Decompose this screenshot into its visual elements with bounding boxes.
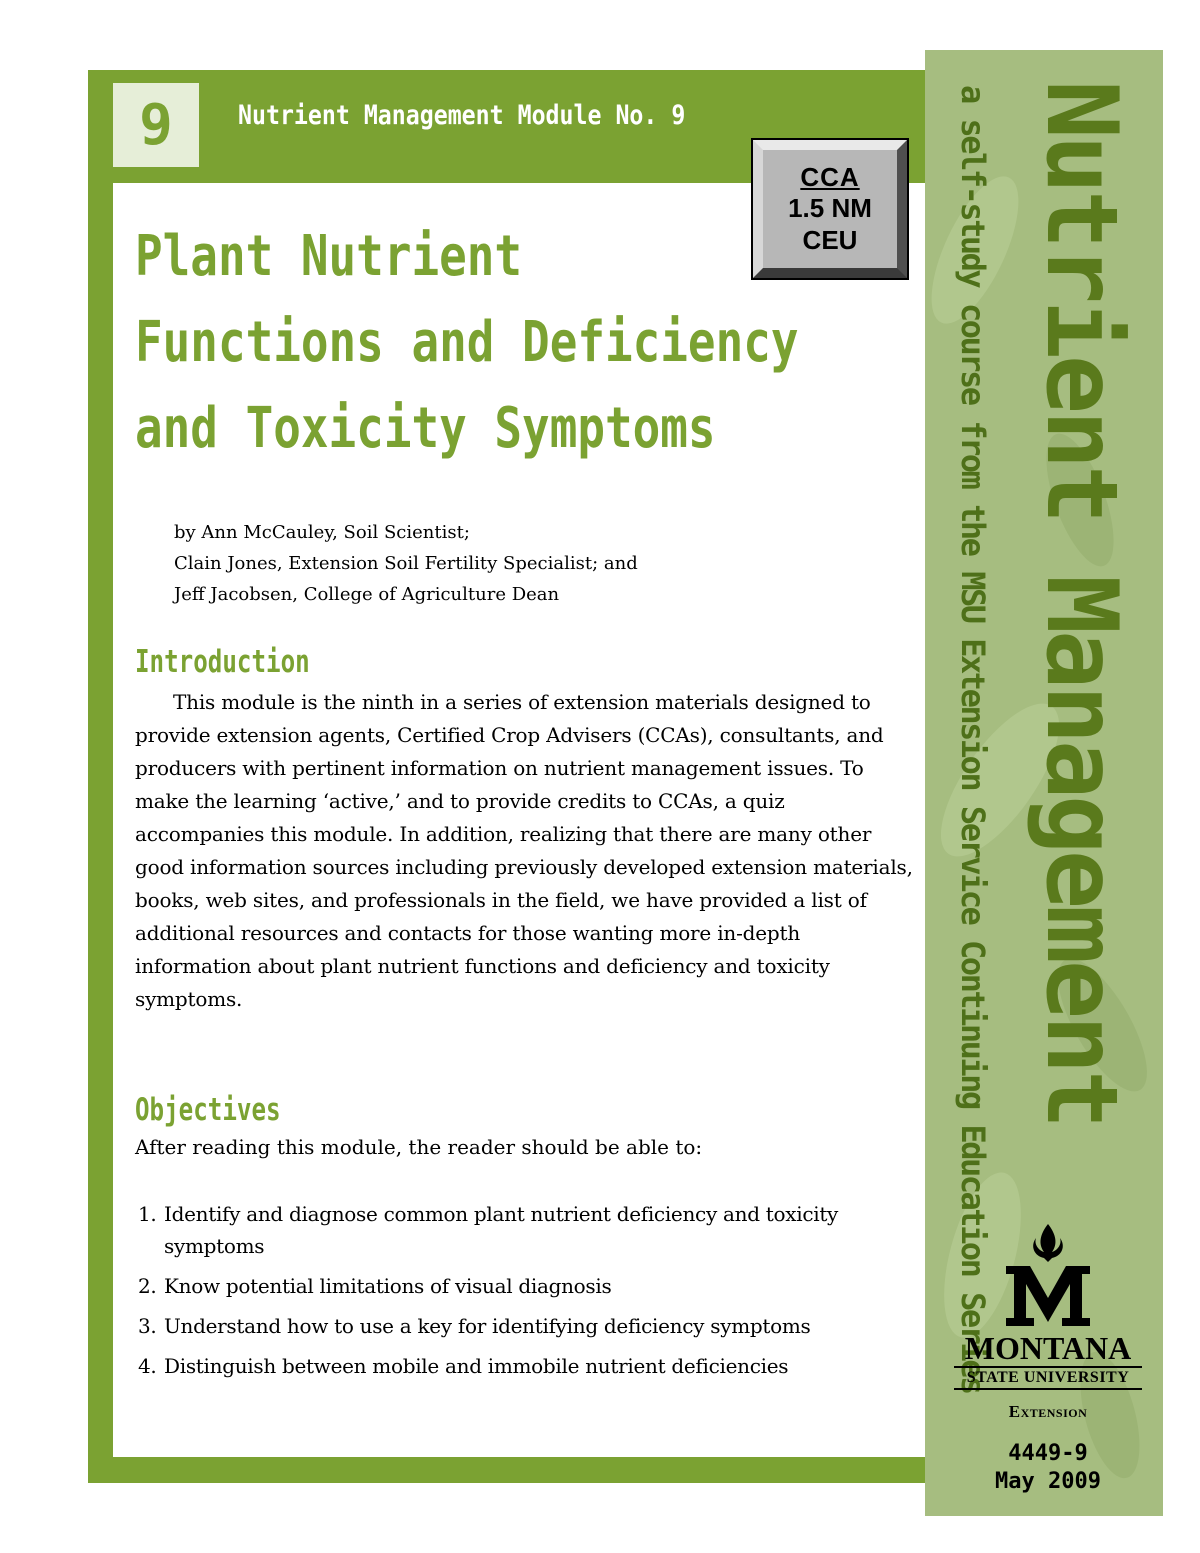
list-item [138, 1350, 884, 1382]
cca-line-1: CCA [800, 162, 860, 193]
author-line: Jeff Jacobsen, College of Agriculture Dean [174, 584, 560, 605]
list-item-text: Distinguish between mobile and immobile nutrient deficiencies [164, 1354, 789, 1378]
document-title [135, 214, 799, 472]
list-item-text: Know potential limitations of visual diagnosis [164, 1274, 612, 1298]
publisher-dept: Extension [1008, 1402, 1088, 1421]
module-title: Nutrient Management Module No. 9 [238, 100, 686, 131]
title-line: and Toxicity Symptoms [135, 396, 716, 461]
objectives-lead: After reading this module, the reader should be able to: [135, 1135, 703, 1159]
list-item [138, 1270, 884, 1302]
publication-number: 4449-9 [1008, 1441, 1088, 1466]
list-item-text: Understand how to use a key for identifying deficiency symptoms [164, 1314, 811, 1338]
objectives-list [138, 1198, 884, 1390]
publication-date: May 2009 [995, 1469, 1101, 1494]
list-item-number: 4. [138, 1354, 157, 1378]
sidebar-title: Nutrient Management [1024, 80, 1138, 1126]
introduction-heading: Introduction [135, 644, 310, 680]
author-list [174, 517, 638, 610]
author-line: Clain Jones, Extension Soil Fertility Specialist; and [174, 553, 638, 574]
list-item-text: Identify and diagnose common plant nutrient deficiency and toxicity symptoms [164, 1202, 839, 1258]
list-item-number: 2. [138, 1274, 157, 1298]
module-number-badge: 9 [113, 83, 199, 167]
publisher-subname: STATE UNIVERSITY [954, 1366, 1142, 1390]
cca-line-3: CEU [802, 224, 858, 255]
title-line: Plant Nutrient [135, 224, 523, 289]
list-item [138, 1198, 884, 1262]
list-item-number: 1. [138, 1202, 157, 1226]
list-item-number: 3. [138, 1314, 157, 1338]
publisher-name: MONTANA [964, 1330, 1132, 1366]
msu-extension-logo [950, 1222, 1146, 1494]
introduction-paragraph: This module is the ninth in a series of extension materials designed to provide extension agents, Certified Crop Advisers (CCAs), consultants, and producers with pertinent information on nutrient management issues. To make the learning ‘active,’ and to provide credits to CCAs, a quiz accompanies this module. In addition, realizing that there are many other good information sources including previously developed extension materials, books, web sites, and professionals in the field, we have provided a list of additional resources and contacts for those wanting more in-depth information about plant nutrient functions and deficiency and toxicity symptoms. [135, 690, 913, 1011]
cca-line-2: 1.5 NM [788, 193, 872, 224]
sidebar-subtitle: a self-study course from the MSU Extension Service Continuing Education Series [954, 85, 992, 1393]
list-item [138, 1310, 884, 1342]
msu-m-icon [1000, 1222, 1096, 1330]
objectives-heading: Objectives [135, 1092, 281, 1128]
title-line: Functions and Deficiency [135, 310, 799, 375]
author-line: by Ann McCauley, Soil Scientist; [174, 522, 470, 543]
